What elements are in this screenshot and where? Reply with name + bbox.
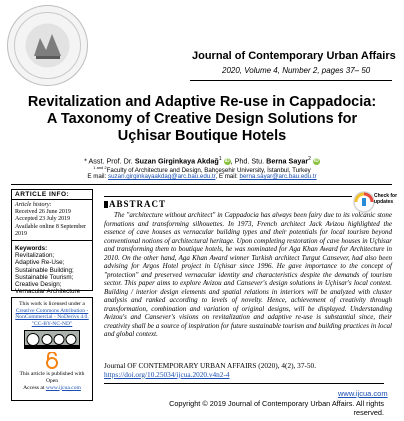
journal-name: Journal of Contemporary Urban Affairs: [192, 50, 396, 62]
citation-line: Journal OF CONTEMPORARY URBAN AFFAIRS (2020), 4(2), 37-50.: [104, 361, 317, 370]
orcid-icon[interactable]: iD: [313, 157, 319, 164]
abstract-heading: ABSTRACT: [109, 199, 167, 209]
emails-line: [0, 173, 404, 180]
citation-block: [104, 362, 384, 379]
open-access-icon: [41, 352, 63, 369]
abstract-top-divider: [104, 196, 352, 197]
email1-link[interactable]: suzan.girginkayaakdag@arc.bau.edu.tr: [108, 173, 216, 180]
orcid-icon[interactable]: iD: [224, 157, 230, 164]
license-line2: This article is published with Open: [19, 371, 85, 384]
license-link2[interactable]: NonCommercial - NoDerivs 4.0.: [15, 314, 89, 321]
author1-prefix: * Asst. Prof. Dr.: [84, 156, 135, 166]
accepted-date: Accepted 23 July 2019: [15, 216, 71, 223]
license-line3: Access at: [23, 384, 46, 391]
license-line1: This work is licensed under a: [19, 301, 85, 307]
title-line-1: Revitalization and Adaptive Re-use in Cappadocia:: [27, 94, 377, 110]
available-date-1: Available online 8 September: [15, 223, 87, 230]
check-updates-line1: Check for: [374, 193, 398, 199]
license-link4[interactable]: www.ijcua.com: [45, 384, 81, 391]
license-link1[interactable]: Creative Commons Attribution -: [15, 307, 89, 314]
issue-line: 2020, Volume 4, Number 2, pages 37– 50: [222, 66, 371, 75]
article-info-heading: ARTICLE INFO:: [12, 190, 92, 200]
website-link[interactable]: www.ijcua.com: [338, 389, 388, 398]
copyright-line1: Copyright © 2019 Journal of Contemporary Urban Affairs. All rights: [169, 399, 384, 408]
keyword-item: Adaptive Re-Use;: [15, 259, 65, 267]
keyword-item: Revitalization;: [15, 252, 55, 260]
email1-label: E mail:: [87, 173, 108, 180]
copyright-notice: [104, 399, 384, 417]
title-line-3: Uçhisar Boutique Hotels: [117, 128, 287, 144]
abstract-marker-icon: [104, 201, 108, 208]
author2-sup: 2: [308, 156, 311, 162]
available-date-2: 2019: [15, 230, 27, 237]
email2-label: , E mail:: [215, 173, 240, 180]
doi-link[interactable]: https://doi.org/10.25034/ijcua.2020.v4n2-4: [104, 369, 230, 379]
author2-name[interactable]: Berna Sayar: [266, 156, 309, 166]
header-divider: [190, 80, 392, 81]
check-updates-line2: updates: [374, 199, 394, 205]
check-for-updates-label[interactable]: [374, 193, 397, 205]
abstract-text: The "architecture without architect" in Cappadocia has always been fairy due to its volcanic stone formations and transforming silhouettes. In 1973, French architect Jack Avizou highlighted the essence of cave houses as vernacular building types and their potentials for local tourism beyond conventional notions of architectural heritage. Upon completing restoration of cave houses in Uçhisar and transforming them to boutique hotels, he was nominated for Aga Khan Award for Architecture in 2010. On the other hand, Aga Khan Award winner Turkish architect Turgut Cansever, had also been advising for Argos Hotel project in Uçhisar since 1996. He gave importance to the concept of "protection" and preserved vernacular identity and characteristics despite the demands of tourism sector. This paper aims to explore Avizou and Cansever's design solutions in Uçhisar's local context. Building / interior design elements and spatial relations in interiors will be analyzed with cluster analysis and ranked according to levels of novelty. Hence, achievement of creativity through transformation, combination and variation of original designs, will be displayed. Understanding Avizou's and Cansever's visions on revitalization and adaptive re-use is substantial since, their creativity shall be a source of inspiration for future sustainable tourism and building practices in local and global context.: [104, 211, 392, 338]
footer-divider: [104, 383, 384, 384]
keyword-item: Sustainable Tourism;: [15, 273, 74, 281]
affiliation: $^{1 and 2}$Faculty of Architecture and Design, Bahçeşehir University, İstanbul, Turkey: [93, 165, 311, 175]
license-box: [11, 297, 93, 401]
keyword-item: Sustainable Building;: [15, 266, 74, 274]
received-date: Received 26 June 2019: [15, 209, 71, 216]
cc-license-icon[interactable]: [24, 330, 80, 349]
keywords-label: Keywords:: [15, 245, 48, 253]
article-info-box: [11, 189, 93, 296]
copyright-line2: reserved.: [353, 408, 384, 417]
email2-link[interactable]: berna.sayar@arc.bau.edu.tr: [239, 173, 317, 180]
authors-line: [0, 156, 404, 165]
top-divider: [11, 184, 392, 185]
keyword-item: Creative Design;: [15, 281, 62, 289]
keyword-item: Vernacular Architecture: [15, 288, 81, 296]
history-label: Article history:: [15, 202, 52, 208]
license-link3[interactable]: "CC-BY-NC-ND": [31, 320, 73, 327]
article-info-body: [12, 200, 92, 297]
affiliation-text: Faculty of Architecture and Design, Bahçeşehir University, İstanbul, Turkey: [106, 167, 311, 175]
journal-logo: [6, 4, 89, 87]
author1-sup: 1: [218, 156, 222, 162]
author2-prefix: , Phd. Stu.: [230, 156, 267, 166]
paper-title: [0, 94, 404, 145]
title-line-2: A Taxonomy of Creative Design Solutions for: [46, 111, 358, 127]
author1-name[interactable]: Suzan Girginkaya Akdağ: [134, 156, 219, 166]
